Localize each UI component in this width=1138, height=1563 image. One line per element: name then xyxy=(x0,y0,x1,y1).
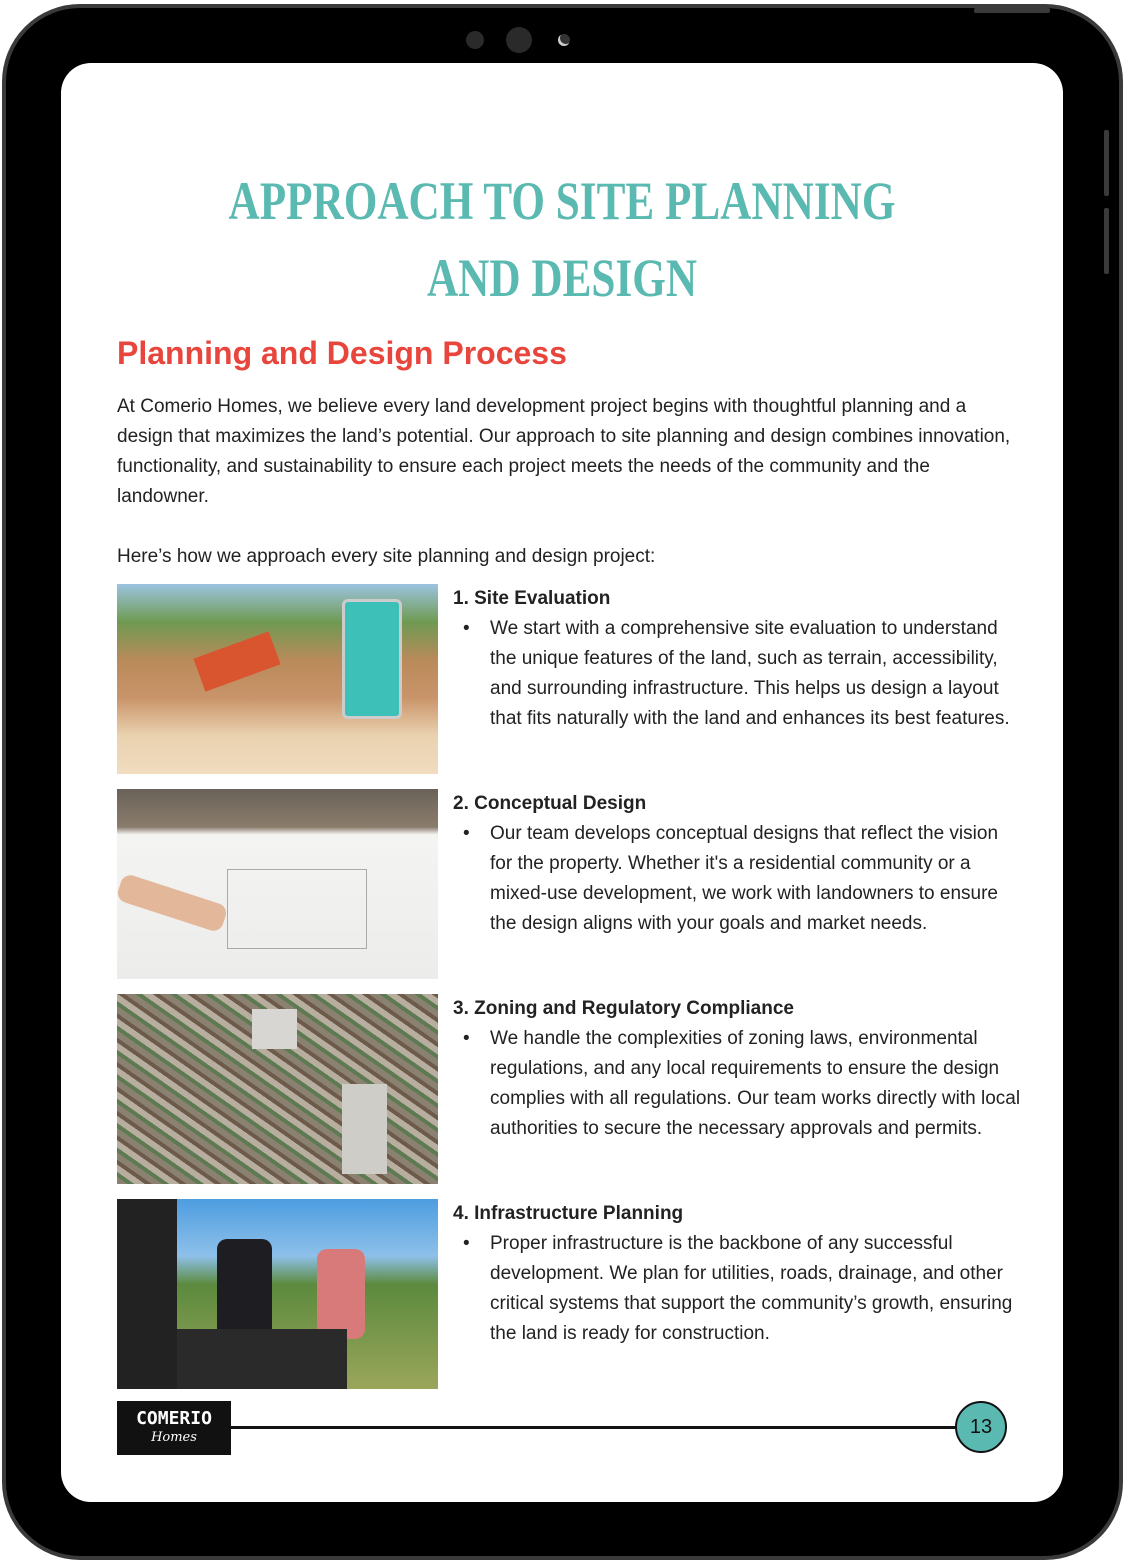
power-button xyxy=(974,8,1050,13)
main-content xyxy=(117,392,1023,1392)
step-row xyxy=(117,789,1023,982)
step-text: • Proper infrastructure is the backbone of any successful development. We plan for utilities, roads, drainage, and other critical systems that support the community’s growth, ensuring the land is ready for construction. xyxy=(453,1229,1023,1349)
section-heading: Planning and Design Process xyxy=(117,335,567,371)
step-row xyxy=(117,1199,1023,1392)
volume-down-button xyxy=(1104,208,1109,274)
logo-name: COMERIO xyxy=(136,1408,212,1429)
step-heading: 4. Infrastructure Planning xyxy=(453,1203,684,1224)
volume-up-button xyxy=(1104,130,1109,196)
title-line: APPROACH TO SITE PLANNING xyxy=(228,171,896,231)
infrastructure-photo xyxy=(117,1199,438,1389)
flash-icon xyxy=(558,34,570,46)
logo-sub: Homes xyxy=(151,1430,197,1445)
camera-icon xyxy=(506,27,532,53)
page-number: 13 xyxy=(955,1401,1007,1453)
page-title xyxy=(61,163,1063,317)
footer-divider xyxy=(229,1426,959,1429)
page xyxy=(61,63,1063,1502)
step-text: • Our team develops conceptual designs that reflect the vision for the property. Whether it's a residential community or a mixed-use development, we work with landowners to ensure the design aligns with your goals and market needs. xyxy=(453,819,1023,939)
conceptual-design-photo xyxy=(117,789,438,979)
step-text: • We handle the complexities of zoning laws, environmental regulations, and any local requirements to ensure the design complies with all regulations. Our team works directly with local authorities to secure the necessary approvals and permits. xyxy=(453,1024,1023,1144)
step-heading: 3. Zoning and Regulatory Compliance xyxy=(453,998,794,1019)
step-heading: 2. Conceptual Design xyxy=(453,793,647,814)
step-conceptual-design xyxy=(438,789,1023,939)
sensor-icon xyxy=(466,31,484,49)
title-line: AND DESIGN xyxy=(426,248,698,308)
step-row xyxy=(117,994,1023,1187)
step-infrastructure xyxy=(438,1199,1023,1349)
step-heading: 1. Site Evaluation xyxy=(453,588,611,609)
site-evaluation-photo xyxy=(117,584,438,774)
step-text: • We start with a comprehensive site evaluation to understand the unique features of the land, such as terrain, accessibility, and surrounding infrastructure. This helps us design a layout that fits naturally with the land and enhances its best features. xyxy=(453,614,1023,734)
comerio-homes-logo xyxy=(117,1401,231,1455)
lead-paragraph: Here’s how we approach every site planning and design project: xyxy=(117,546,656,567)
step-zoning xyxy=(438,994,1023,1144)
intro-paragraph: At Comerio Homes, we believe every land development project begins with thoughtful planning and a design that maximizes the land’s potential. Our approach to site planning and design combines innovation, functionality, and sustainability to ensure each project meets the needs of the community and the landowner. xyxy=(117,396,1011,507)
step-site-evaluation xyxy=(438,584,1023,734)
zoning-aerial-photo xyxy=(117,994,438,1184)
step-row xyxy=(117,584,1023,777)
